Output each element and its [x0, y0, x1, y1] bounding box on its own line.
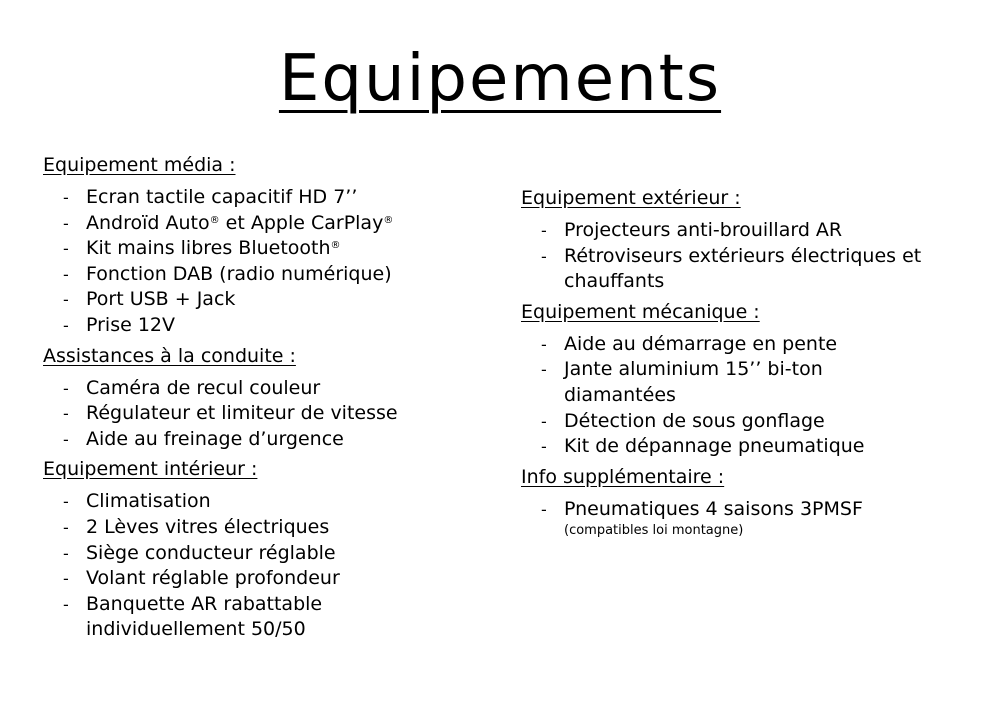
assistances-list [43, 376, 498, 453]
list-item: - Banquette AR rabattable individuellement 50/50 [43, 592, 386, 643]
list-item: - Climatisation [43, 489, 498, 515]
section-mecanique [521, 299, 981, 460]
section-title-interieur: Equipement intérieur : [43, 458, 258, 481]
section-media [43, 152, 498, 339]
list-item-note: (compatibles loi montagne) [564, 523, 744, 539]
section-title-mecanique: Equipement mécanique : [521, 300, 760, 323]
list-item: - Kit mains libres Bluetooth® [43, 236, 498, 262]
list-item: - Port USB + Jack [43, 287, 498, 313]
list-item: - Androïd Auto® et Apple CarPlay® [43, 211, 498, 237]
section-interieur [43, 456, 498, 643]
list-item: - Rétroviseurs extérieurs électriques et chauffants [521, 244, 964, 295]
list-item: - Jante aluminium 15’’ bi-ton diamantées [521, 357, 884, 408]
section-assistances [43, 343, 498, 453]
right-column [521, 185, 981, 544]
exterieur-list [521, 218, 981, 295]
list-item: - Projecteurs anti-brouillard AR [521, 218, 981, 244]
list-item: - 2 Lèves vitres électriques [43, 515, 498, 541]
page-title: Equipements [278, 42, 722, 116]
list-item: - Kit de dépannage pneumatique [521, 434, 981, 460]
section-title-media: Equipement média : [43, 154, 236, 176]
media-list [43, 185, 498, 339]
list-item [521, 497, 981, 541]
section-title-info: Info supplémentaire : [521, 465, 725, 488]
section-exterieur [521, 185, 981, 295]
list-item: - Aide au démarrage en pente [521, 332, 981, 358]
list-item: - Ecran tactile capacitif HD 7’’ [43, 185, 498, 211]
list-item: - Détection de sous gonflage [521, 409, 981, 435]
list-item: - Fonction DAB (radio numérique) [43, 262, 498, 288]
left-column [43, 152, 498, 647]
list-item: - Aide au freinage d’urgence [43, 427, 498, 453]
list-item-text: Pneumatiques 4 saisons 3PMSF [564, 497, 863, 520]
list-item: - Prise 12V [43, 313, 498, 339]
list-item: - Volant réglable profondeur [43, 566, 498, 592]
list-item: - Siège conducteur réglable [43, 541, 498, 567]
section-info [521, 464, 981, 541]
list-item: - Caméra de recul couleur [43, 376, 498, 402]
section-title-exterieur: Equipement extérieur : [521, 187, 741, 209]
info-list [521, 497, 981, 541]
mecanique-list [521, 332, 981, 460]
section-title-assistances: Assistances à la conduite : [43, 344, 296, 367]
list-item: - Régulateur et limiteur de vitesse [43, 401, 498, 427]
interieur-list [43, 489, 498, 643]
